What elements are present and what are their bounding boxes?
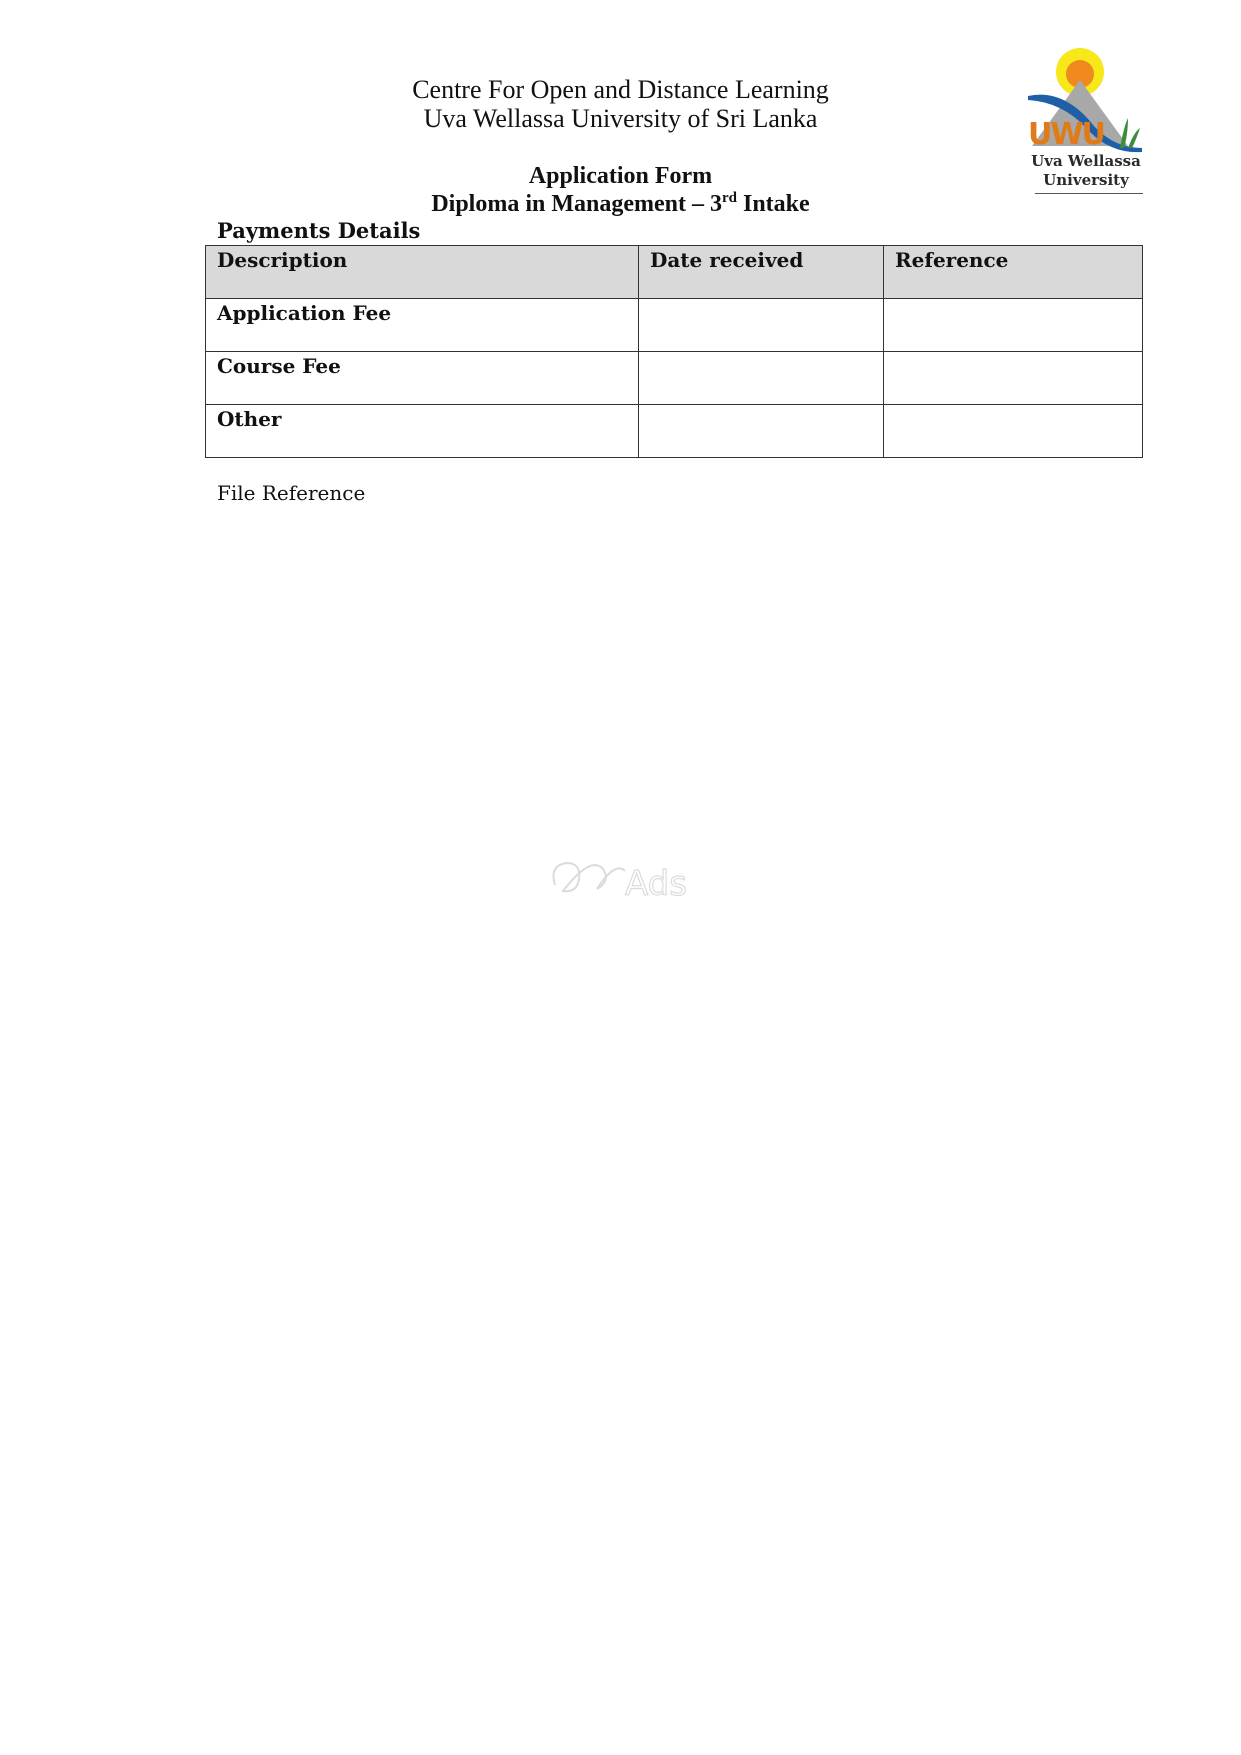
row-date-received-field[interactable] <box>639 405 884 458</box>
logo-letters: UWU <box>1028 117 1104 152</box>
row-date-received-field[interactable] <box>639 352 884 405</box>
row-date-received-field[interactable] <box>639 299 884 352</box>
row-description: Application Fee <box>206 299 639 352</box>
form-subtitle-suffix: Intake <box>736 191 810 217</box>
row-description: Other <box>206 405 639 458</box>
watermark-script-glyph <box>554 863 626 891</box>
column-header-reference: Reference <box>884 246 1143 299</box>
column-header-date-received: Date received <box>639 246 884 299</box>
file-reference-label: File Reference <box>217 481 366 505</box>
watermark-text: Ads <box>625 864 687 904</box>
table-row <box>206 405 1143 458</box>
institution-line-2: Uva Wellassa University of Sri Lanka <box>423 104 818 133</box>
logo-caption-line-1: Uva Wellassa <box>1031 152 1141 170</box>
row-reference-field[interactable] <box>884 299 1143 352</box>
payments-section-label: Payments Details <box>217 218 421 243</box>
watermark-logo-icon <box>545 835 705 915</box>
logo-leaves <box>1120 118 1140 148</box>
row-reference-field[interactable] <box>884 405 1143 458</box>
row-description: Course Fee <box>206 352 639 405</box>
logo-caption-line-2: University <box>1043 171 1129 189</box>
logo-underline <box>1035 193 1143 194</box>
form-title: Application Form <box>528 163 713 189</box>
payments-table <box>205 245 1143 458</box>
form-subtitle-superscript: rd <box>721 190 737 206</box>
form-subtitle-prefix: Diploma in Management – 3 <box>431 191 722 217</box>
payments-table-header-row <box>206 246 1143 299</box>
row-reference-field[interactable] <box>884 352 1143 405</box>
table-row <box>206 299 1143 352</box>
table-row <box>206 352 1143 405</box>
column-header-description: Description <box>206 246 639 299</box>
institution-line-1: Centre For Open and Distance Learning <box>412 75 829 104</box>
